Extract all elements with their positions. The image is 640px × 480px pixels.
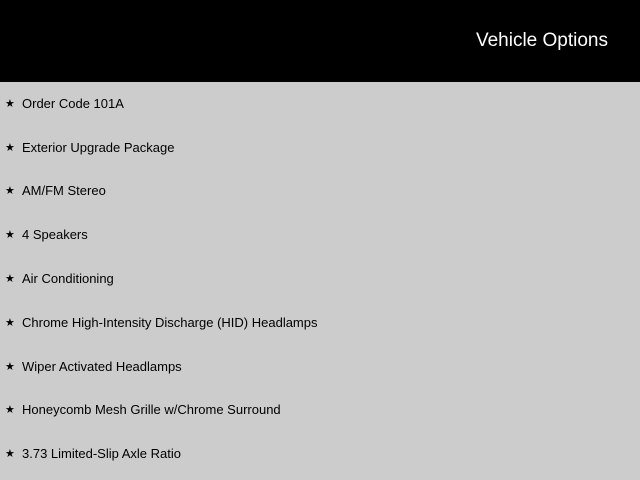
page-title: Vehicle Options [475,30,608,51]
star-bullet-icon: ★ [5,185,15,197]
star-bullet-icon: ★ [5,448,15,460]
option-label: Exterior Upgrade Package [22,140,175,155]
star-bullet-icon: ★ [5,229,15,241]
star-bullet-icon: ★ [5,404,15,416]
option-label: AM/FM Stereo [22,183,106,198]
star-bullet-icon: ★ [5,361,15,373]
header-bar [0,0,640,82]
option-item [0,315,640,335]
option-item [0,359,640,379]
star-bullet-icon: ★ [5,317,15,329]
option-item [0,140,640,160]
option-label: Honeycomb Mesh Grille w/Chrome Surround [22,402,281,417]
option-item [0,446,640,466]
option-item [0,96,640,116]
vehicle-options-list [0,82,640,480]
option-label: Order Code 101A [22,96,124,111]
star-bullet-icon: ★ [5,273,15,285]
option-label: Chrome High-Intensity Discharge (HID) Headlamps [22,315,318,330]
option-label: Wiper Activated Headlamps [22,359,182,374]
star-bullet-icon: ★ [5,98,15,110]
option-label: 4 Speakers [22,227,88,242]
option-item [0,227,640,247]
option-item [0,402,640,422]
option-item [0,183,640,203]
option-label: 3.73 Limited-Slip Axle Ratio [22,446,181,461]
option-label: Air Conditioning [22,271,114,286]
option-item [0,271,640,291]
star-bullet-icon: ★ [5,142,15,154]
